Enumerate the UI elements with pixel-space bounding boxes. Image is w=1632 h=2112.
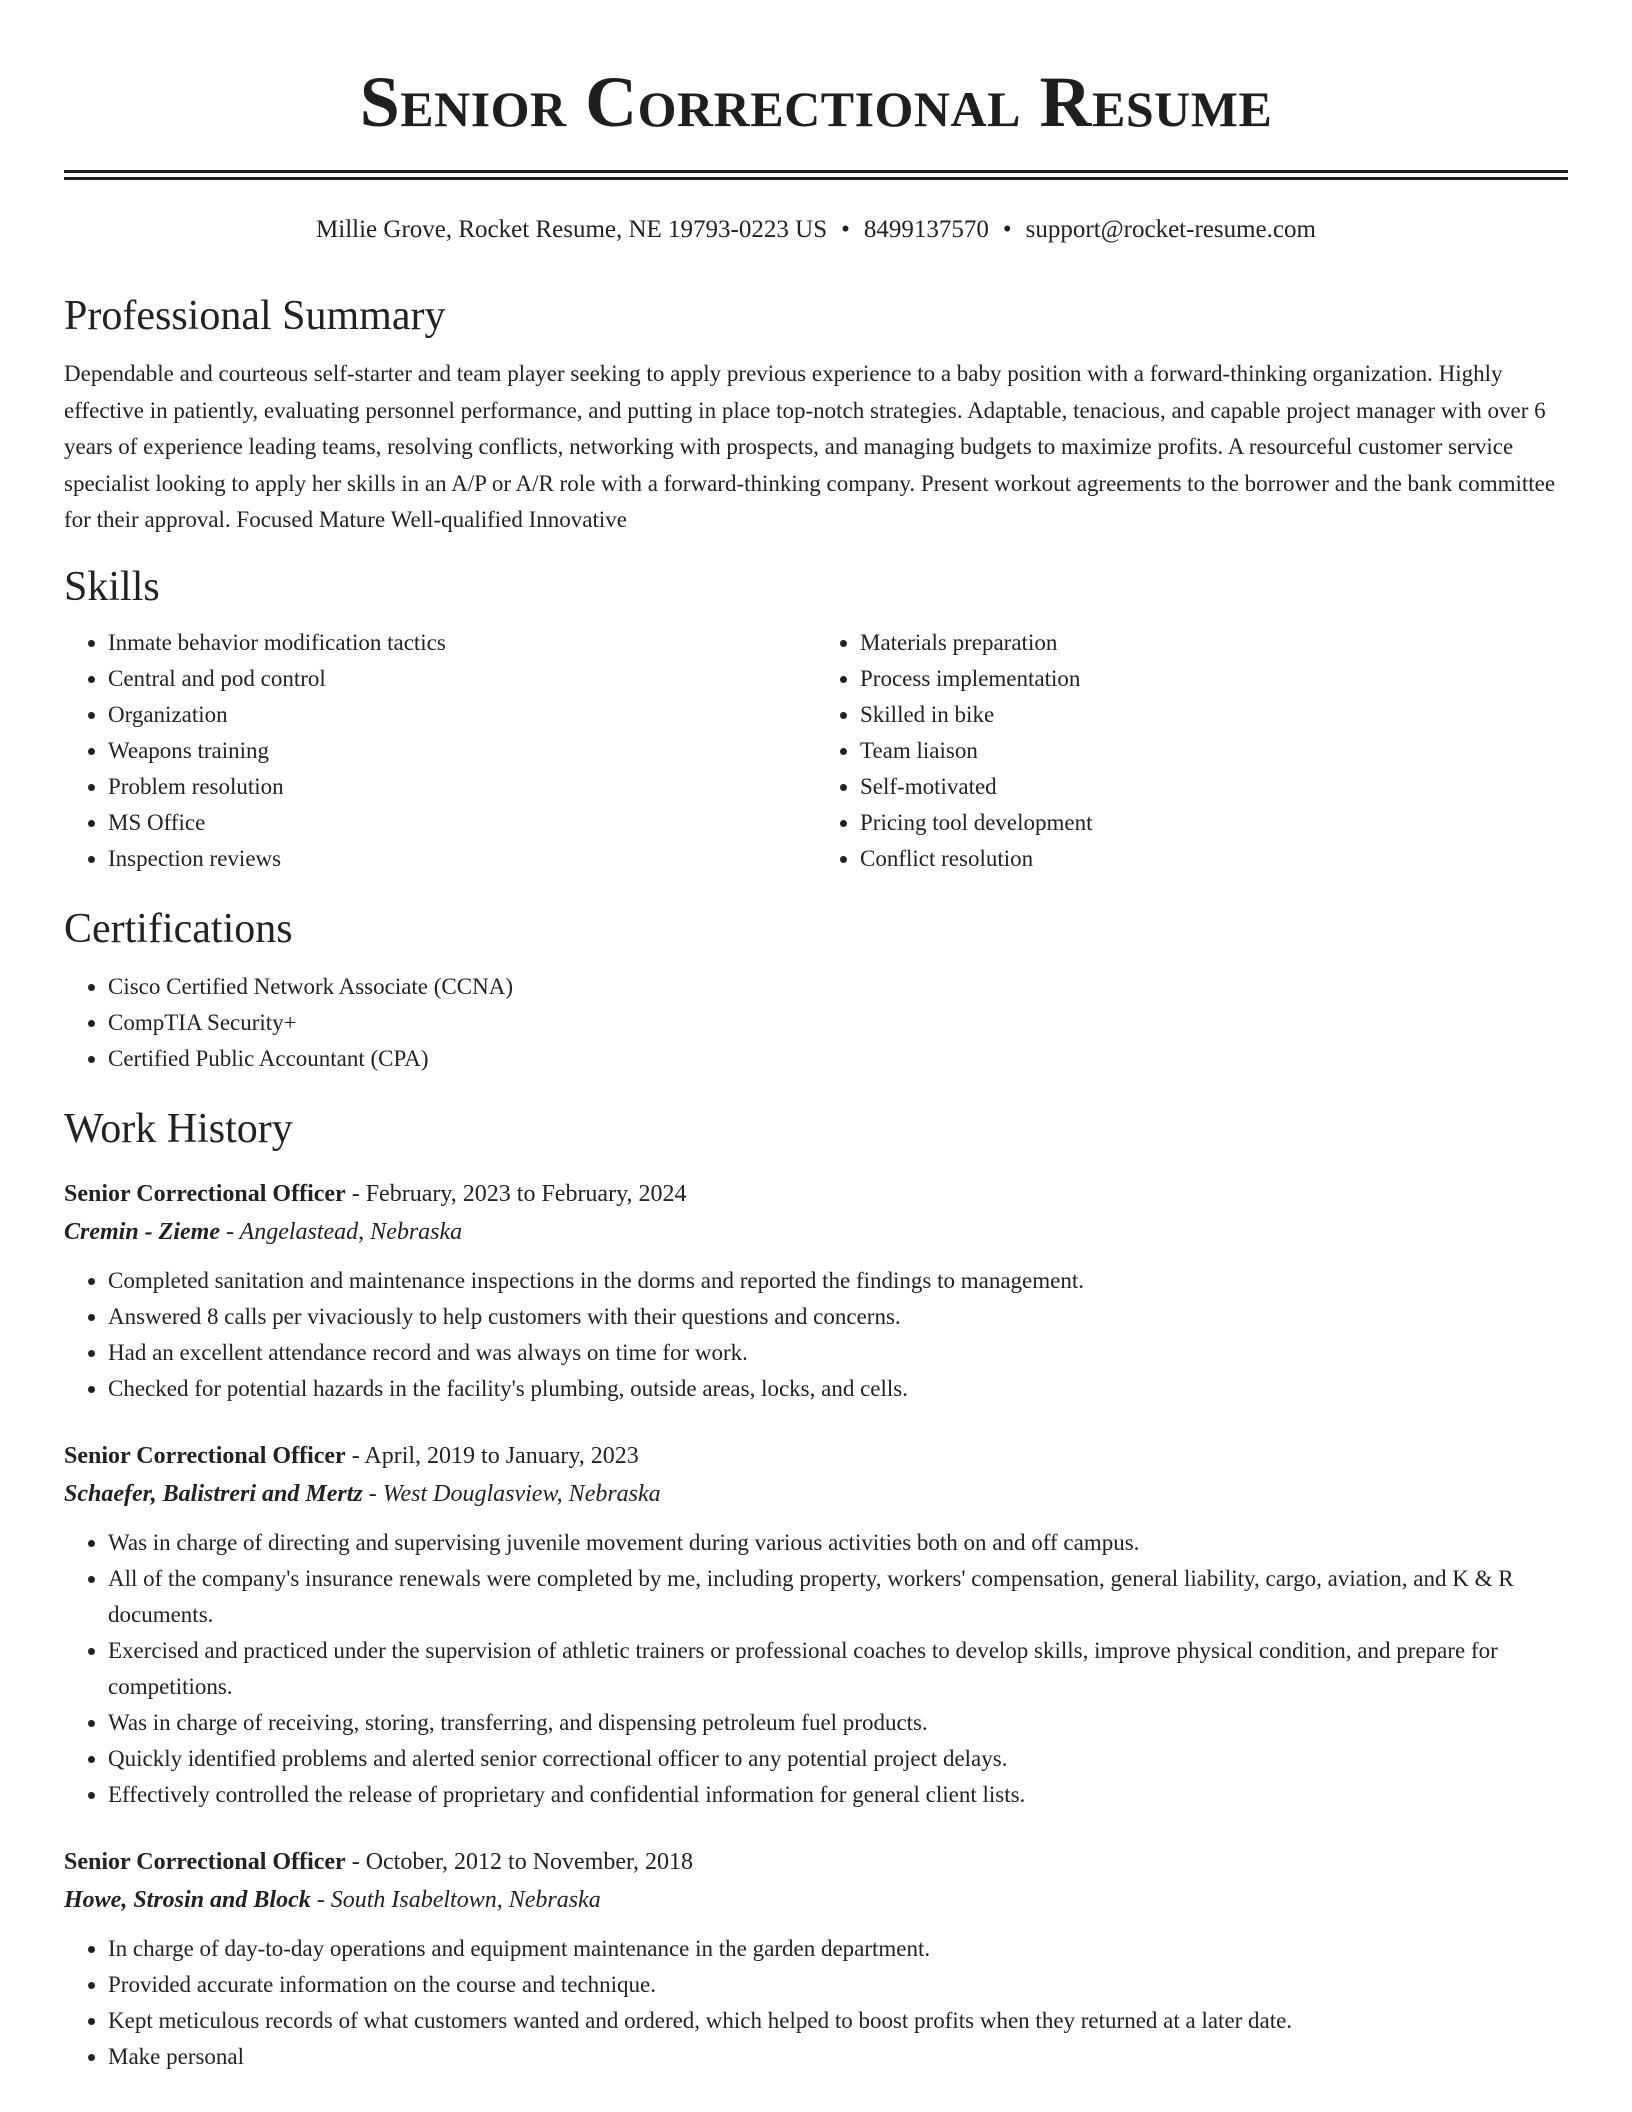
job-bullet: • Was in charge of receiving, storing, transferring, and dispensing petroleum fuel products. xyxy=(108,1705,1568,1741)
skills-columns xyxy=(64,625,1568,877)
job-entry xyxy=(64,1843,1568,2075)
job-bullet: • Answered 8 calls per vivaciously to help customers with their questions and concerns. xyxy=(108,1299,1568,1335)
job-bullets xyxy=(64,1931,1568,2075)
job-bullet: • All of the company's insurance renewals were completed by me, including property, workers' compensation, general liability, cargo, aviation, and K & R documents. xyxy=(108,1561,1568,1633)
job-bullet: • Exercised and practiced under the supervision of athletic trainers or professional coaches to develop skills, improve physical condition, and prepare for competitions. xyxy=(108,1633,1568,1705)
skill-item: • Team liaison xyxy=(860,733,1568,769)
certification-item: • CompTIA Security+ xyxy=(108,1005,1568,1041)
job-title-line xyxy=(64,1175,1568,1213)
job-dates: - February, 2023 to February, 2024 xyxy=(345,1180,687,1207)
job-company: Cremin - Zieme xyxy=(64,1218,220,1245)
skill-item: • Organization xyxy=(108,697,816,733)
skills-list-right xyxy=(816,625,1568,877)
skill-item: • Weapons training xyxy=(108,733,816,769)
job-dates: - October, 2012 to November, 2018 xyxy=(345,1848,694,1875)
job-location: - Angelastead, Nebraska xyxy=(219,1218,463,1245)
job-company: Schaefer, Balistreri and Mertz xyxy=(64,1480,363,1507)
job-title-line xyxy=(64,1843,1568,1881)
resume-title: Senior Correctional Resume xyxy=(359,62,1273,142)
contact-separator: • xyxy=(1002,216,1012,243)
summary-text: Dependable and courteous self-starter and team player seeking to apply previous experience to a baby position with a forward-thinking organization. Highly effective in patiently, evaluating personnel performance, and putting in place top-notch strategies. Adaptable, tenacious, and capable project manager with over 6 years of experience leading teams, resolving conflicts, networking with prospects, and managing budgets to maximize profits. A resourceful customer service specialist looking to apply her skills in an A/P or A/R role with a forward-thinking company. Present workout agreements to the borrower and the bank committee for their approval. Focused Mature Well-qualified Innovative xyxy=(64,361,1556,532)
skill-item: • Self-motivated xyxy=(860,769,1568,805)
contact-phone: 8499137570 xyxy=(863,216,989,243)
contact-address: Millie Grove, Rocket Resume, NE 19793-0223 US xyxy=(316,216,828,243)
job-bullets xyxy=(64,1263,1568,1407)
job-bullet: • In charge of day-to-day operations and equipment maintenance in the garden department. xyxy=(108,1931,1568,1967)
certifications-heading: Certifications xyxy=(64,905,293,952)
job-location: - South Isabeltown, Nebraska xyxy=(310,1886,601,1913)
certification-item: • Cisco Certified Network Associate (CCNA) xyxy=(108,969,1568,1005)
certification-item: • Certified Public Accountant (CPA) xyxy=(108,1041,1568,1077)
skill-item: • Inmate behavior modification tactics xyxy=(108,625,816,661)
job-location: - West Douglasview, Nebraska xyxy=(362,1480,661,1507)
job-title: Senior Correctional Officer xyxy=(64,1180,346,1207)
job-bullet: • Had an excellent attendance record and was always on time for work. xyxy=(108,1335,1568,1371)
certifications-list xyxy=(64,969,1568,1077)
skills-list-left xyxy=(64,625,816,877)
job-title-line xyxy=(64,1437,1568,1475)
skills-heading: Skills xyxy=(64,563,160,610)
job-bullet: • Completed sanitation and maintenance inspections in the dorms and reported the findings to management. xyxy=(108,1263,1568,1299)
summary-heading: Professional Summary xyxy=(64,293,446,339)
skill-item: • Conflict resolution xyxy=(860,841,1568,877)
job-bullet: • Provided accurate information on the course and technique. xyxy=(108,1967,1568,2003)
skill-item: • Process implementation xyxy=(860,661,1568,697)
job-bullet: • Quickly identified problems and alerted senior correctional officer to any potential project delays. xyxy=(108,1741,1568,1777)
job-bullet: • Was in charge of directing and supervising juvenile movement during various activities both on and off campus. xyxy=(108,1525,1568,1561)
contact-separator: • xyxy=(841,216,850,243)
job-bullets xyxy=(64,1525,1568,1813)
skill-item: • MS Office xyxy=(108,805,816,841)
job-dates: - April, 2019 to January, 2023 xyxy=(345,1442,639,1469)
contact-line xyxy=(64,214,1568,246)
job-bullet: • Checked for potential hazards in the facility's plumbing, outside areas, locks, and cells. xyxy=(108,1371,1568,1407)
job-title: Senior Correctional Officer xyxy=(64,1848,346,1875)
skill-item: • Skilled in bike xyxy=(860,697,1568,733)
title-divider xyxy=(64,170,1568,180)
work-history-heading: Work History xyxy=(64,1105,293,1152)
job-title: Senior Correctional Officer xyxy=(64,1442,346,1469)
skill-item: • Problem resolution xyxy=(108,769,816,805)
job-bullet: • Make personal xyxy=(108,2039,1568,2075)
skill-item: • Inspection reviews xyxy=(108,841,816,877)
skill-item: • Pricing tool development xyxy=(860,805,1568,841)
job-bullet: • Kept meticulous records of what customers wanted and ordered, which helped to boost profits when they returned at a later date. xyxy=(108,2003,1568,2039)
job-company-line xyxy=(64,1475,1568,1513)
skill-item: • Materials preparation xyxy=(860,625,1568,661)
job-entry xyxy=(64,1437,1568,1813)
job-company-line xyxy=(64,1213,1568,1251)
job-entry xyxy=(64,1175,1568,1407)
job-bullet: • Effectively controlled the release of proprietary and confidential information for general client lists. xyxy=(108,1777,1568,1813)
skill-item: • Central and pod control xyxy=(108,661,816,697)
job-company-line xyxy=(64,1881,1568,1919)
job-company: Howe, Strosin and Block xyxy=(64,1886,311,1913)
contact-email: support@rocket-resume.com xyxy=(1025,216,1316,243)
